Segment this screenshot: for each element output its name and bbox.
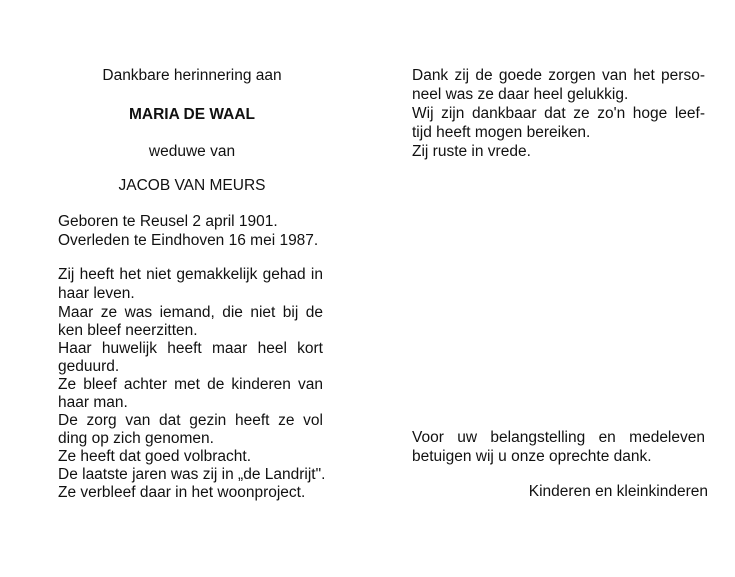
signature: Kinderen en kleinkinderen bbox=[528, 483, 708, 500]
relation-line: weduwe van bbox=[148, 143, 236, 160]
text-line: Wij zijn dankbaar dat ze zo'n hoge leef- bbox=[412, 105, 705, 122]
text-line: haar leven. bbox=[58, 285, 135, 302]
birth-line: Geboren te Reusel 2 april 1901. bbox=[58, 213, 278, 230]
header-line: Dankbare herinnering aan bbox=[102, 67, 282, 84]
text-line: Zij heeft het niet gemakkelijk gehad in bbox=[58, 266, 323, 283]
text-line: Haar huwelijk heeft maar heel kort bbox=[58, 340, 323, 357]
death-line: Overleden te Eindhoven 16 mei 1987. bbox=[58, 232, 319, 249]
text-line: tijd heeft mogen bereiken. bbox=[412, 124, 591, 141]
thanks-line: Voor uw belangstelling en medeleven bbox=[412, 429, 705, 446]
text-line: haar man. bbox=[58, 394, 128, 411]
text-line: geduurd. bbox=[58, 358, 120, 375]
deceased-name: MARIA DE WAAL bbox=[129, 106, 255, 123]
text-line: Zij ruste in vrede. bbox=[412, 143, 531, 160]
text-line: ken bleef neerzitten. bbox=[58, 322, 198, 339]
text-line: De laatste jaren was zij in „de Landrijt". bbox=[58, 466, 326, 483]
text-line: Ze verbleef daar in het woonproject. bbox=[58, 484, 306, 501]
text-line: De zorg van dat gezin heeft ze vol bbox=[58, 412, 323, 429]
text-line: ding op zich genomen. bbox=[58, 430, 214, 447]
text-line: Maar ze was iemand, die niet bij de bbox=[58, 304, 323, 321]
text-line: Ze heeft dat goed volbracht. bbox=[58, 448, 252, 465]
thanks-line: betuigen wij u onze oprechte dank. bbox=[412, 448, 652, 465]
text-line: Dank zij de goede zorgen van het perso- bbox=[412, 67, 705, 84]
text-line: Ze bleef achter met de kinderen van bbox=[58, 376, 323, 393]
text-line: neel was ze daar heel gelukkig. bbox=[412, 86, 629, 103]
spouse-name: JACOB VAN MEURS bbox=[118, 177, 266, 194]
